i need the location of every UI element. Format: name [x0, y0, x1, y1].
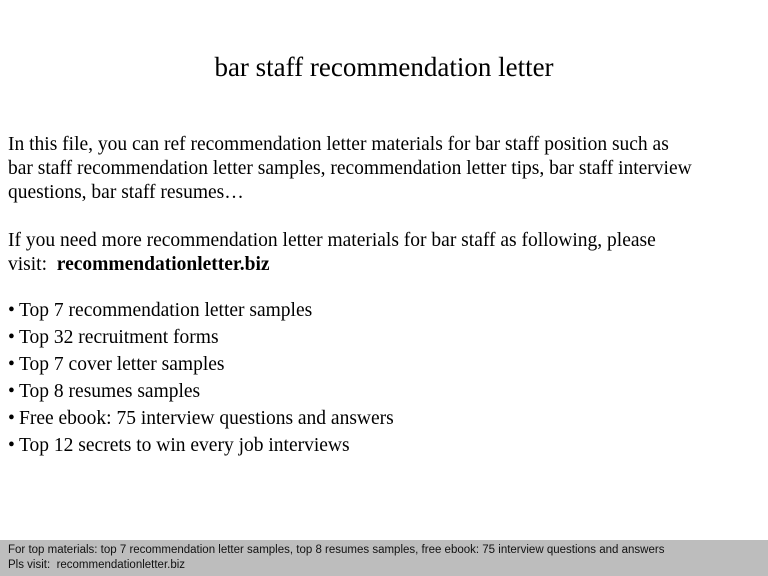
footer-website-link[interactable]: recommendationletter.biz [56, 559, 186, 571]
list-item [8, 407, 764, 434]
list-item-label: Top 12 secrets to win every job interviews [19, 435, 350, 456]
visit-prefix: visit: [8, 254, 48, 275]
list-item [8, 353, 764, 380]
footer-visit-line [8, 558, 768, 573]
more-materials-paragraph [8, 229, 764, 277]
more-materials-line: If you need more recommendation letter materials for bar staff as following, please [8, 230, 656, 251]
website-link[interactable]: recommendationletter.biz [56, 254, 270, 275]
materials-list [8, 299, 764, 461]
bullet-icon: • [8, 381, 15, 402]
intro-paragraph [8, 133, 764, 205]
list-item [8, 299, 764, 326]
list-item-label: Top 7 cover letter samples [19, 354, 225, 375]
footer-bar [0, 540, 768, 576]
bullet-icon: • [8, 354, 15, 375]
list-item-label: Top 7 recommendation letter samples [19, 300, 313, 321]
list-item [8, 326, 764, 353]
list-item-label: Top 8 resumes samples [19, 381, 201, 402]
bullet-icon: • [8, 408, 15, 429]
visit-line [8, 253, 764, 277]
list-item-label: Top 32 recruitment forms [19, 327, 219, 348]
bullet-icon: • [8, 300, 15, 321]
bullet-icon: • [8, 327, 15, 348]
bullet-icon: • [8, 435, 15, 456]
page-title: bar staff recommendation letter [214, 52, 554, 82]
list-item-label: Free ebook: 75 interview questions and answers [19, 408, 394, 429]
footer-visit-prefix: Pls visit: [8, 559, 51, 571]
list-item [8, 434, 764, 461]
list-item [8, 380, 764, 407]
footer-line: For top materials: top 7 recommendation letter samples, top 8 resumes samples, free ebook: 75 interview questions and answers [8, 544, 665, 556]
intro-line: In this file, you can ref recommendation letter materials for bar staff position such as [8, 134, 669, 155]
intro-line: bar staff recommendation letter samples, recommendation letter tips, bar staff interview [8, 158, 692, 179]
intro-line: questions, bar staff resumes… [8, 182, 244, 203]
